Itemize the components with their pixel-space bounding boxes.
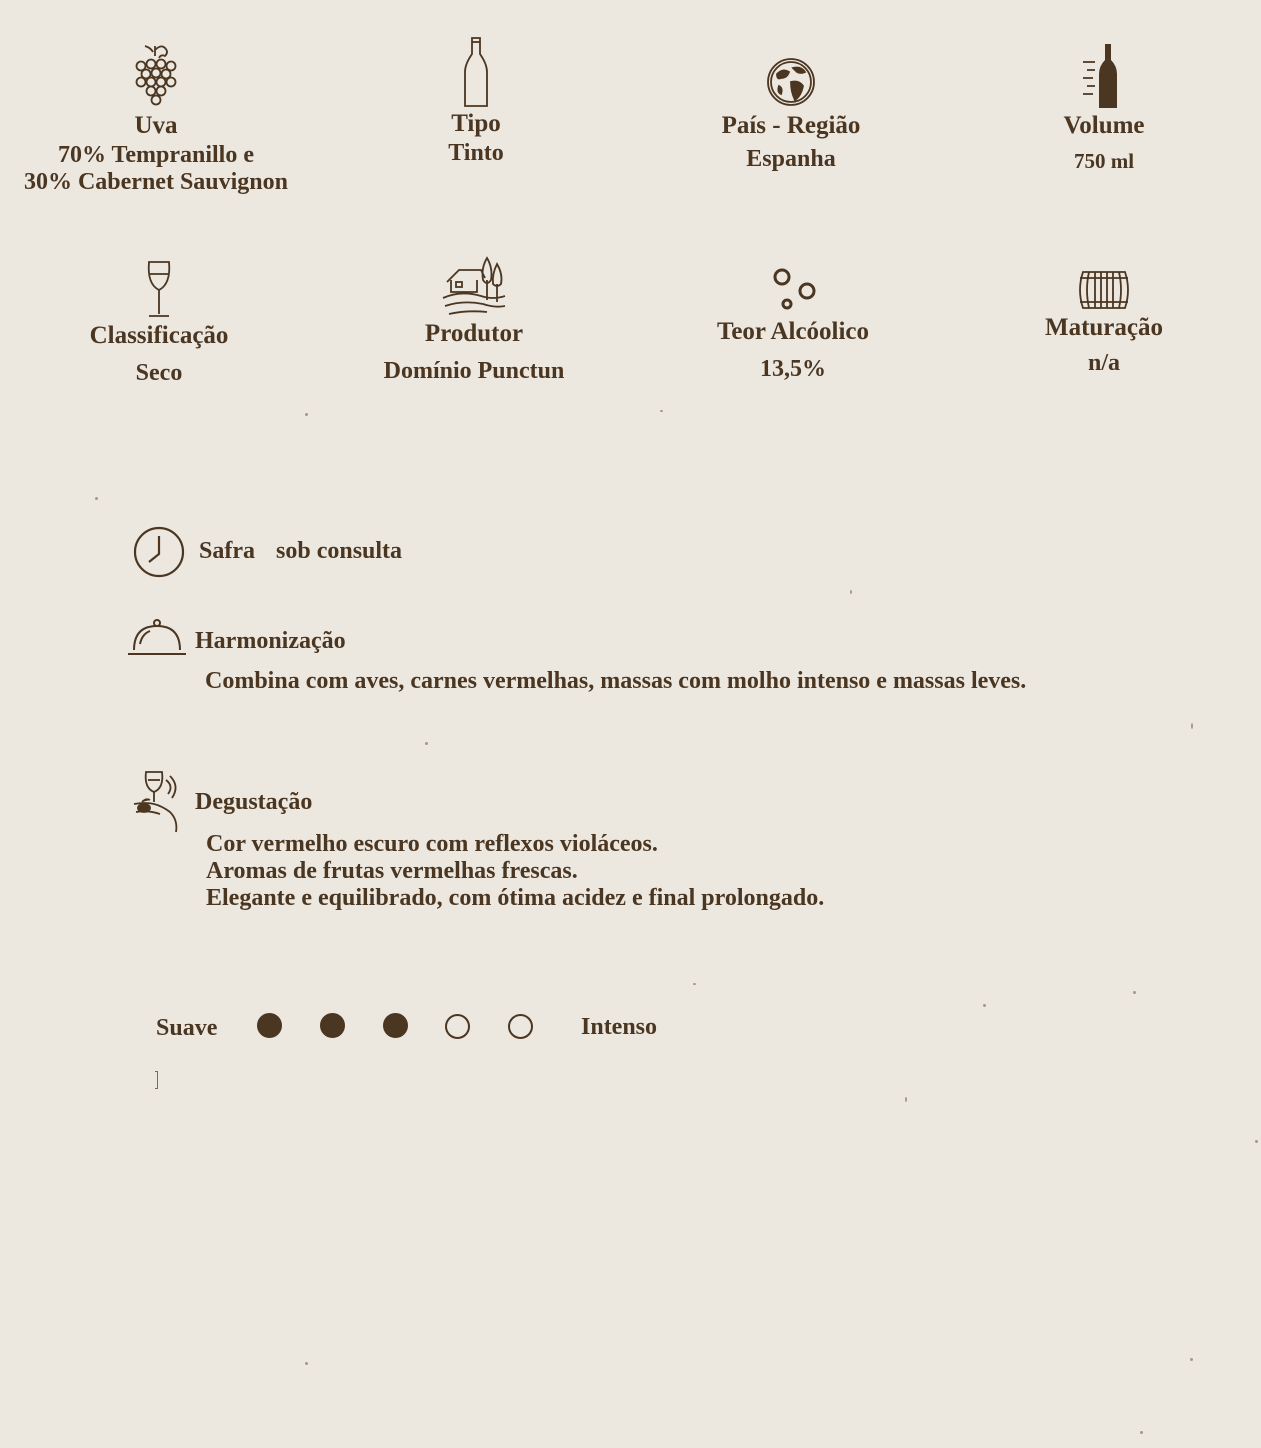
degustacao-line: Cor vermelho escuro com reflexos violáceos. bbox=[206, 831, 658, 857]
clock-icon bbox=[133, 526, 185, 578]
spec-maturacao bbox=[954, 268, 1254, 377]
intensity-max-label: Intenso bbox=[581, 1014, 658, 1040]
intensity-dot bbox=[383, 1013, 408, 1038]
spec-label: Classificação bbox=[89, 322, 229, 349]
spec-value: Seco bbox=[135, 360, 183, 386]
spec-value: 13,5% bbox=[760, 356, 826, 382]
intensity-dot bbox=[445, 1014, 470, 1039]
wine-bottle-outline-icon bbox=[461, 36, 491, 108]
degustacao-line: Aromas de frutas vermelhas frescas. bbox=[206, 858, 578, 884]
barrel-icon bbox=[1075, 268, 1133, 312]
bottle-volume-icon bbox=[1079, 42, 1129, 110]
spec-value: Espanha bbox=[746, 146, 836, 172]
intensity-min-label: Suave bbox=[156, 1015, 218, 1041]
bubbles-icon bbox=[768, 266, 818, 316]
degustacao-text bbox=[206, 831, 824, 912]
intensity-dot bbox=[508, 1014, 533, 1039]
spec-label: País - Região bbox=[721, 112, 861, 139]
spec-uva bbox=[6, 42, 306, 196]
spec-label: Produtor bbox=[424, 320, 524, 347]
degustacao-title: Degustação bbox=[195, 789, 313, 815]
spec-tipo bbox=[326, 36, 626, 167]
intensity-dot bbox=[320, 1013, 345, 1038]
spec-label: Teor Alcóolico bbox=[716, 318, 870, 345]
cloche-icon bbox=[126, 618, 188, 658]
spec-value: 30% Cabernet Sauvignon bbox=[23, 169, 289, 195]
spec-value: 70% Tempranillo e bbox=[57, 142, 255, 168]
spec-value: 750 ml bbox=[1073, 149, 1135, 173]
winery-icon bbox=[441, 256, 507, 318]
spec-value: n/a bbox=[1087, 350, 1120, 376]
harmonizacao-text: Combina com aves, carnes vermelhas, massas com molho intenso e massas leves. bbox=[205, 668, 1027, 694]
spec-label: Volume bbox=[1063, 112, 1145, 139]
safra-label: Safra bbox=[199, 538, 255, 564]
degustacao-line: Elegante e equilibrado, com ótima acidez e final prolongado. bbox=[206, 885, 825, 911]
spec-label: Maturação bbox=[1044, 314, 1164, 341]
intensity-dot bbox=[257, 1013, 282, 1038]
safra-row bbox=[199, 538, 402, 565]
spec-teor-alcoolico bbox=[643, 266, 943, 383]
spec-pais-regiao bbox=[641, 56, 941, 173]
spec-value: Tinto bbox=[448, 140, 504, 166]
safra-value: sob consulta bbox=[276, 538, 403, 564]
harmonizacao-title: Harmonização bbox=[195, 628, 346, 654]
spec-volume bbox=[954, 42, 1254, 175]
wine-glass-icon bbox=[144, 258, 174, 320]
tasting-hand-glass-icon bbox=[132, 766, 182, 836]
globe-icon bbox=[765, 56, 817, 108]
spec-produtor bbox=[324, 256, 624, 385]
spec-classificacao bbox=[9, 258, 309, 387]
spec-label: Tipo bbox=[451, 110, 501, 137]
text-cursor-mark bbox=[155, 1071, 158, 1089]
spec-label: Uva bbox=[134, 112, 178, 139]
grapes-icon bbox=[131, 42, 181, 110]
spec-value: Domínio Punctun bbox=[383, 358, 565, 384]
